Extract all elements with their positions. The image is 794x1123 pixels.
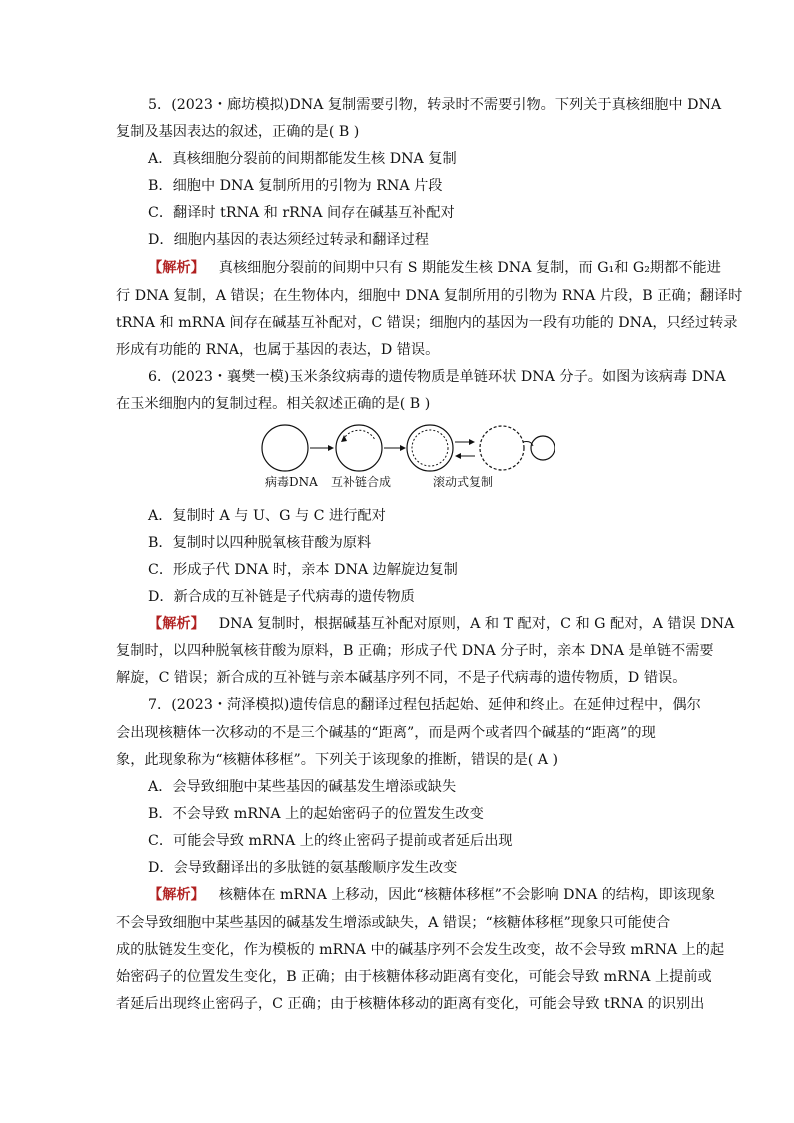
q7-option-a: A．会导致细胞中某些基因的碱基发生增添或缺失 [148,779,457,795]
label-rolling-replication: 滚动式复制 [433,475,494,489]
analysis-tag: 【解析】 [148,260,205,276]
q7-analysis-line-5: 者延后出现终止密码子，C 正确；由于核糖体移动的距离有变化，可能会导致 tRNA 的识别出 [116,996,705,1012]
q7-option-d: D．会导致翻译出的多肽链的氨基酸顺序发生改变 [148,860,458,876]
q6-stem-line-1: 6．(2023・襄樊一模)玉米条纹病毒的遗传物质是单链环状 DNA 分子。如图为该病毒 DNA [148,369,726,385]
q7-analysis-text-1: 核糖体在 mRNA 上移动，因此“核糖体移框”不会影响 DNA 的结构，即该现象 [218,887,716,903]
q6-option-c: C．形成子代 DNA 时，亲本 DNA 边解旋边复制 [148,562,458,578]
q6-option-d: D．新合成的互补链是子代病毒的遗传物质 [148,589,415,605]
q7-option-b: B．不会导致 mRNA 上的起始密码子的位置发生改变 [148,806,484,822]
q6-analysis-line-3: 解旋，C 错误；新合成的互补链与亲本碱基序列不同，不是子代病毒的遗传物质，D 错误。 [116,670,687,686]
q5-option-d: D．细胞内基因的表达须经过转录和翻译过程 [148,232,429,248]
analysis-tag: 【解析】 [148,616,205,632]
q7-stem-line-1: 7．(2023・菏泽模拟)遗传信息的翻译过程包括起始、延伸和终止。在延伸过程中，偶尔 [148,697,701,713]
q5-option-b: B．细胞中 DNA 复制所用的引物为 RNA 片段 [148,178,443,194]
q7-analysis-line-4: 始密码子的位置发生变化，B 正确；由于核糖体移动距离有变化，可能会导致 mRNA 上提前或 [116,969,712,985]
q5-option-a: A．真核细胞分裂前的间期都能发生核 DNA 复制 [148,151,457,167]
viral-dna-circle [262,425,308,471]
released-strand-circle [531,436,555,460]
q5-stem-line-2: 复制及基因表达的叙述，正确的是( B ) [116,124,360,140]
q5-analysis-line-2: 行 DNA 复制，A 错误；在生物体内，细胞中 DNA 复制所用的引物为 RNA 片段，B 正确；翻译时 [116,288,743,304]
q6-analysis-text-1: DNA 复制时，根据碱基互补配对原则，A 和 T 配对，C 和 G 配对，A 错误 DNA [218,616,735,632]
q5-analysis-line-4: 形成有功能的 RNA，也属于基因的表达，D 错误。 [116,342,440,358]
label-complement-synthesis: 互补链合成 [331,475,392,489]
arrow-forward-head [469,439,475,445]
q7-analysis-line-2: 不会导致细胞中某些基因的碱基发生增添或缺失，A 错误；“核糖体移框”现象只可能使合 [116,915,671,931]
q6-stem-line-2: 在玉米细胞内的复制过程。相关叙述正确的是( B ) [116,396,431,412]
q7-stem-line-2: 会出现核糖体一次移动的不是三个碱基的“距离”，而是两个或者四个碱基的“距离”的现 [116,725,656,741]
q5-option-c: C．翻译时 tRNA 和 rRNA 间存在碱基互补配对 [148,205,455,221]
arrow-2-head [400,445,406,451]
complement-partial-strand [343,430,375,440]
arrow-back-head [455,453,461,459]
analysis-tag: 【解析】 [148,887,205,903]
q7-analysis-line-3: 成的肽链发生变化，作为模板的 mRNA 中的碱基序列不会发生改变，故不会导致 mRNA 上的起 [116,942,725,958]
rolling-dashed-circle [480,426,524,470]
q5-analysis-line-1 [148,258,721,278]
q5-analysis-line-3: tRNA 和 mRNA 间存在碱基互补配对，C 错误；细胞内的基因为一段有功能的 DNA，只经过转录 [116,315,738,331]
q6-option-b: B．复制时以四种脱氧核苷酸为原料 [148,535,372,551]
q6-analysis-line-1 [148,614,734,634]
q7-analysis-line-1 [148,885,715,905]
q7-option-c: C．可能会导致 mRNA 上的终止密码子提前或者延后出现 [148,833,513,849]
complement-outer-circle [336,425,382,471]
q6-option-a: A．复制时 A 与 U、G 与 C 进行配对 [148,508,386,524]
q6-analysis-line-2: 复制时，以四种脱氧核苷酸为原料，B 正确；形成子代 DNA 分子时，亲本 DNA 是单链不需要 [116,643,714,659]
arrow-1-head [328,445,334,451]
label-viral-dna: 病毒DNA [265,475,318,489]
dna-replication-diagram [255,420,555,496]
q5-stem-line-1: 5．(2023・廊坊模拟)DNA 复制需要引物，转录时不需要引物。下列关于真核细胞中 DNA [148,97,722,113]
double-outer-circle [407,425,453,471]
q5-analysis-text-1: 真核细胞分裂前的间期中只有 S 期能发生核 DNA 复制，而 G₁和 G₂期都不能进 [218,260,721,276]
q7-stem-line-3: 象，此现象称为“核糖体移框”。下列关于该现象的推断，错误的是( A ) [116,752,559,768]
double-inner-circle [412,430,448,466]
